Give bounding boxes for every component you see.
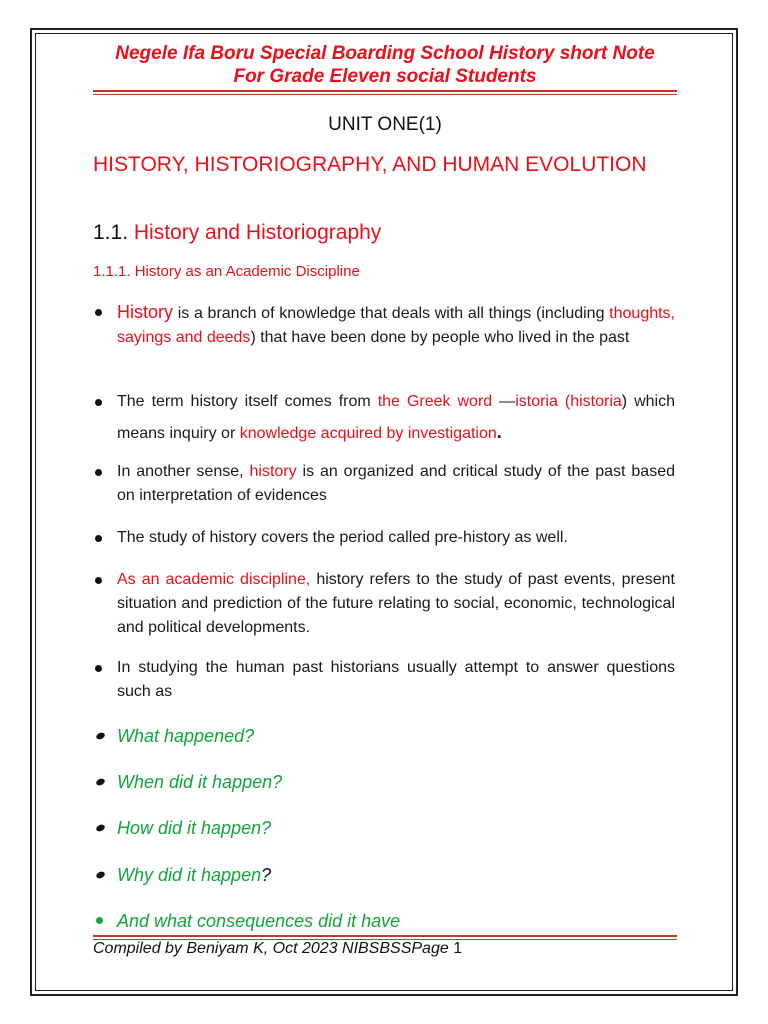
list-item: The study of history covers the period called pre-history as well. (93, 526, 675, 550)
question-item: When did it happen? (93, 770, 675, 794)
bullet-dot-icon (95, 399, 102, 406)
header-rule (93, 90, 677, 95)
unit-title: HISTORY, HISTORIOGRAPHY, AND HUMAN EVOLUTION (93, 153, 647, 176)
list-item: History is a branch of knowledge that deals with all things (including thoughts, sayings and deeds) that have been done by people who lived in the past (93, 300, 675, 350)
bullet-dot-icon (95, 665, 102, 672)
section-number: 1.1. (93, 221, 129, 244)
header-line-2: For Grade Eleven social Students (233, 66, 537, 87)
leaf-bullet-icon (95, 731, 106, 740)
header-line-1: Negele Ifa Boru Special Boarding School History short Note (115, 43, 655, 64)
bullet-dot-icon (95, 535, 102, 542)
leaf-bullet-icon (95, 777, 106, 786)
bullet-dot-icon (95, 469, 102, 476)
page-content (93, 42, 677, 88)
page-footer (93, 940, 462, 958)
question-item: How did it happen? (93, 816, 675, 840)
unit-label: UNIT ONE(1) (328, 114, 442, 135)
question-item: And what consequences did it have (93, 909, 675, 933)
subsection-number: 1.1.1. (93, 263, 131, 280)
bullet-dot-icon (95, 309, 102, 316)
green-dot-bullet-icon (96, 917, 103, 924)
list-item: As an academic discipline, history refers to the study of past events, present situation and prediction of the future relating to social, economic, technological and political developments. (93, 568, 675, 640)
question-item: What happened? (93, 724, 675, 748)
bullet-dot-icon (95, 577, 102, 584)
question-item: Why did it happen? (93, 863, 675, 887)
section-title: History and Historiography (133, 221, 382, 244)
leaf-bullet-icon (95, 870, 106, 879)
section-heading (93, 219, 381, 247)
footer-text: Compiled by Beniyam K, Oct 2023 NIBSBSSPage (93, 940, 449, 957)
list-item: In studying the human past historians usually attempt to answer questions such as (93, 656, 675, 704)
leaf-bullet-icon (95, 823, 106, 832)
subsection-heading (93, 262, 360, 282)
list-item: The term history itself comes from the Greek word —istoria (historia) which means inquiry or knowledge acquired by investigation. (93, 387, 675, 449)
document-header (93, 42, 677, 88)
list-item: In another sense, history is an organized and critical study of the past based on interpretation of evidences (93, 460, 675, 508)
page-number: 1 (453, 940, 463, 957)
subsection-title: History as an Academic Discipline (134, 263, 360, 280)
